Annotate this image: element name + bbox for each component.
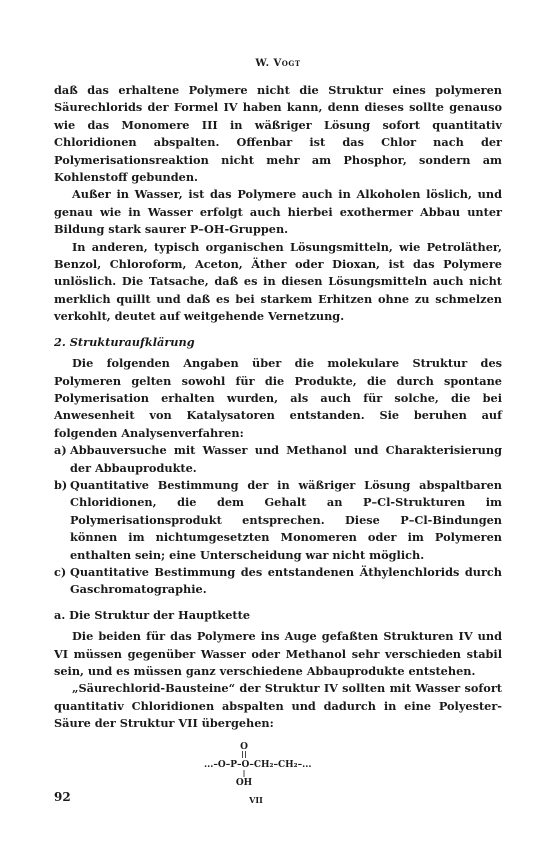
subsection-heading: a. Die Struktur der Hauptkette (54, 607, 251, 622)
paragraph: Die beiden für das Polymere ins Auge gefaßten Strukturen IV und VI müssen gegenüber Wasser oder Methanol sehr verschieden stabil sein, und es müssen ganz verschiedene Abbauprodukte entstehen. (54, 629, 502, 678)
paragraph: Außer in Wasser, ist das Polymere auch in Alkoholen löslich, und genau wie in Wasser erfolgt auch hierbei exothermer Abbau unter Bildung stark saurer P–OH-Gruppen. (54, 187, 502, 237)
formula-label: VII (249, 794, 263, 805)
list-item-text: Abbauversuche mit Wasser und Methanol und Charakterisierung der Abbauprodukte. (70, 443, 502, 475)
running-head: W. Vogt (255, 58, 301, 69)
paragraph: daß das erhaltene Polymere nicht die Struktur eines polymeren Säurechlorids der Formel IV haben kann, denn dieses sollte genauso wie das Monomere III in wäßriger Lösung sofort quantitativ Chloridionen abspalten. Offenbar ist das Chlor nach der Polymerisationsreaktion nicht mehr am Phosphor, sondern am Kohlenstoff gebunden. (54, 83, 502, 185)
list-item-text: Quantitative Bestimmung des entstandenen Äthylenchlorids durch Gaschromatographie. (70, 564, 502, 597)
list-marker: a) (54, 443, 67, 458)
paragraph: „Säurechlorid-Bausteine“ der Struktur IV sollten mit Wasser sofort quantitativ Chloridionen abspalten und dadurch in eine Polyester-Säure der Struktur VII übergehen: (54, 681, 502, 731)
method-list (54, 442, 502, 599)
section-number: 2. (54, 334, 66, 349)
structural-formula (204, 737, 364, 807)
paragraph: In anderen, typisch organischen Lösungsmitteln, wie Petroläther, Benzol, Chloroform, Aceton, Äther oder Dioxan, ist das Polymere unlöslich. Die Tatsache, daß es in diesen Lösungsmitteln auch nicht merklich quillt und daß es bei starkem Erhitzen ohne zu schmelzen verkohlt, deutet auf weitgehende Vernetzung. (54, 239, 502, 324)
list-marker: c) (54, 564, 67, 579)
list-item (54, 442, 502, 477)
list-item (54, 564, 502, 599)
formula-top-atom: O (240, 741, 248, 752)
paragraph: Die folgenden Angaben über die molekulare Struktur des Polymeren gelten sowohl für die Produkte, die durch spontane Polymerisation erhalten wurden, als auch für solche, die bei Anwesenheit von Katalysatoren entstanden. Sie beruhen auf folgenden Analysenverfahren: (54, 356, 502, 440)
formula-bottom-group: OH (235, 777, 253, 788)
formula-main-chain: ...–O–P–O–CH₂–CH₂–... (204, 759, 312, 770)
list-marker: b) (54, 477, 68, 492)
body-text (54, 82, 502, 807)
page-number: 92 (54, 790, 71, 804)
list-item-text: Quantitative Bestimmung der in wäßriger Lösung abspaltbaren Chloridionen, die dem Gehalt an P–Cl-Strukturen im Polymerisationsprodukt entsprechen. Diese P–Cl-Bindungen können im nichtumgesetzten Monomeren oder im Polymeren enthalten sein; eine Unterscheidung war nicht möglich. (70, 477, 502, 562)
section-heading (54, 334, 502, 351)
list-item (54, 477, 502, 564)
section-title-text: Strukturaufklärung (69, 334, 195, 349)
